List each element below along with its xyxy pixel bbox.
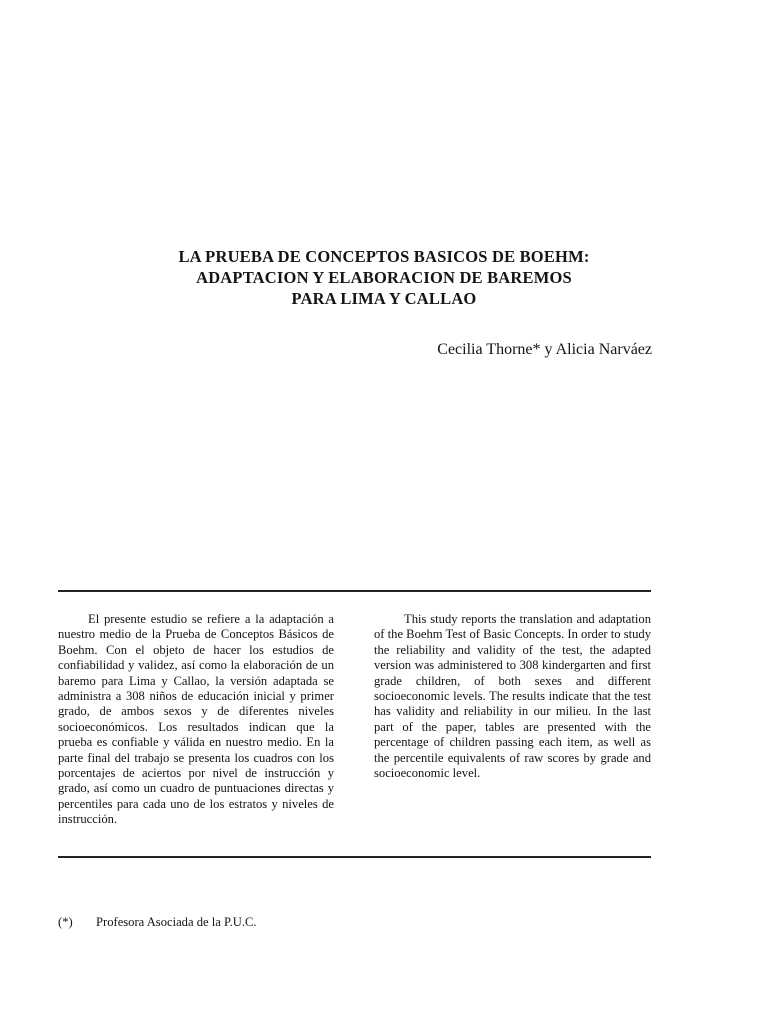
footnote [58,915,257,930]
title-line-3: PARA LIMA Y CALLAO [291,289,477,308]
bottom-divider [58,856,651,858]
footnote-mark: (*) [58,915,73,929]
top-divider [58,590,651,592]
abstract-english [374,612,651,781]
title-line-1: LA PRUEBA DE CONCEPTOS BASICOS DE BOEHM: [178,247,590,266]
footnote-text: Profesora Asociada de la P.U.C. [96,915,257,929]
abstract-spanish-text: El presente estudio se refiere a la adaptación a nuestro medio de la Prueba de Conceptos Básicos de Boehm. Con el objeto de hacer los estudios de confiabilidad y validez, así como la elaboración de un baremo para Lima y Callao, la versión adaptada se administra a 308 niños de educación inicial y primer grado, de ambos sexos y de diferentes niveles socioeconómicos. Los resultados indican que la prueba es confiable y válida en nuestro medio. En la parte final del trabajo se presenta los cuadros con los porcentajes de aciertos por nivel de instrucción y grado, así como un cuadro de puntuaciones directas y percentiles para cada uno de los estratos y niveles de instrucción. [58,612,334,827]
abstract-spanish [58,612,334,828]
paper-title [0,246,768,309]
abstract-english-text: This study reports the translation and adaptation of the Boehm Test of Basic Concepts. In order to study the reliability and validity of the test, the adapted version was administered to 308 kindergarten and first grade children, of both sexes and different socioeconomic levels. The results indicate that the test has validity and reliability in our milieu. In the last part of the paper, tables are presented with the percentage of children passing each item, as well as the percentile equivalents of raw scores by grade and socioeconomic level. [374,612,651,781]
title-line-2: ADAPTACION Y ELABORACION DE BAREMOS [196,268,572,287]
authors: Cecilia Thorne* y Alicia Narváez [437,341,652,358]
